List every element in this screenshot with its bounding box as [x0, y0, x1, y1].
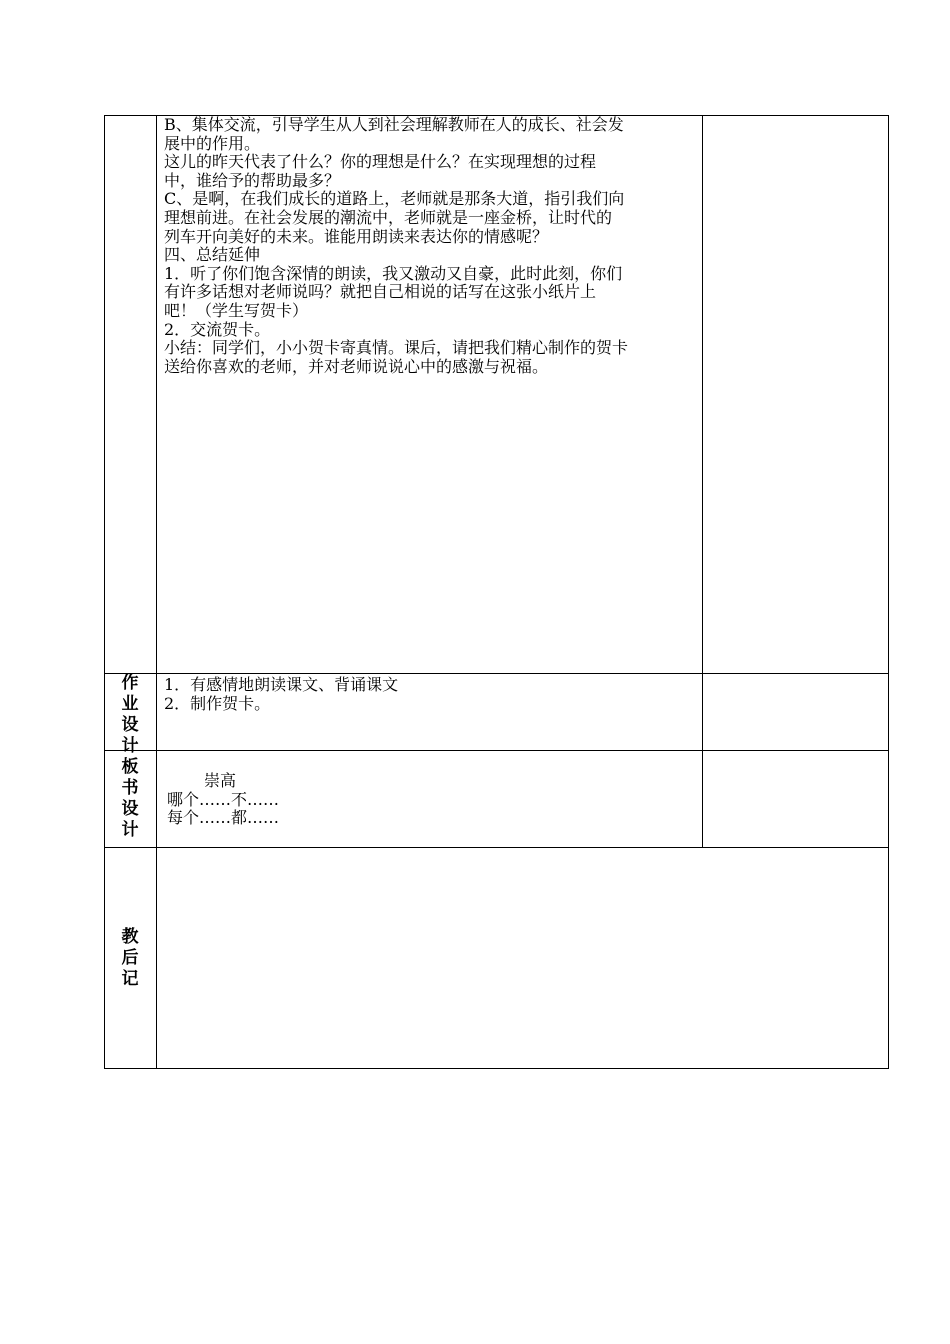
label-char: 计: [121, 736, 139, 756]
content-line: 列车开向美好的未来。谁能用朗读来表达你的情感呢？: [164, 226, 549, 246]
label-char: 后: [121, 948, 139, 968]
table-border-left: [104, 115, 105, 1069]
homework-line: 1．有感情地朗读课文、背诵课文: [164, 675, 399, 694]
label-char: 设: [121, 799, 139, 819]
board-design-label: [105, 757, 155, 841]
content-line: 吧！（学生写贺卡）: [164, 301, 309, 320]
label-char: 教: [121, 927, 139, 947]
board-line: 每个……都……: [167, 808, 280, 828]
content-line: 这儿的昨天代表了什么？你的理想是什么？在实现理想的过程: [164, 152, 597, 172]
row-divider-board: [104, 750, 889, 751]
content-line: 小结：同学们，小小贺卡寄真情。课后，请把我们精心制作的贺卡: [164, 338, 629, 358]
label-char: 记: [121, 969, 139, 989]
label-char: 书: [121, 778, 139, 798]
table-border-right: [888, 115, 889, 1069]
content-line: 2．交流贺卡。: [164, 319, 271, 339]
content-line: 中，谁给予的帮助最多？: [164, 170, 341, 190]
table-border-bottom: [104, 1068, 889, 1069]
board-title: 崇高: [204, 771, 237, 790]
content-line: C、是啊，在我们成长的道路上，老师就是那条大道，指引我们向: [164, 189, 625, 209]
label-char: 业: [121, 694, 139, 714]
reflection-label: [105, 927, 155, 990]
content-line: 送给你喜欢的老师，并对老师说说心中的感激与祝福。: [164, 356, 549, 376]
content-line: 有许多话想对老师说吗？就把自己相说的话写在这张小纸片上: [164, 282, 597, 302]
board-line: 哪个……不……: [167, 789, 280, 809]
label-char: 设: [121, 715, 139, 735]
row-divider-homework: [104, 673, 889, 674]
content-line: 展中的作用。: [164, 133, 261, 153]
row-divider-reflection: [104, 847, 889, 848]
label-char: 作: [121, 673, 139, 693]
content-line: B、集体交流，引导学生从人到社会理解教师在人的成长、社会发: [164, 115, 624, 134]
content-line: 理想前进。在社会发展的潮流中，老师就是一座金桥，让时代的: [164, 208, 613, 227]
content-line: 四、总结延伸: [164, 245, 261, 265]
homework-line: 2．制作贺卡。: [164, 693, 271, 713]
label-column-divider: [156, 115, 157, 1069]
label-char: 计: [121, 820, 139, 840]
homework-label: [105, 673, 155, 757]
label-char: 板: [121, 757, 139, 777]
notes-column-divider: [702, 115, 703, 848]
content-line: 1．听了你们饱含深情的朗读，我又激动又自豪，此时此刻，你们: [164, 263, 623, 283]
